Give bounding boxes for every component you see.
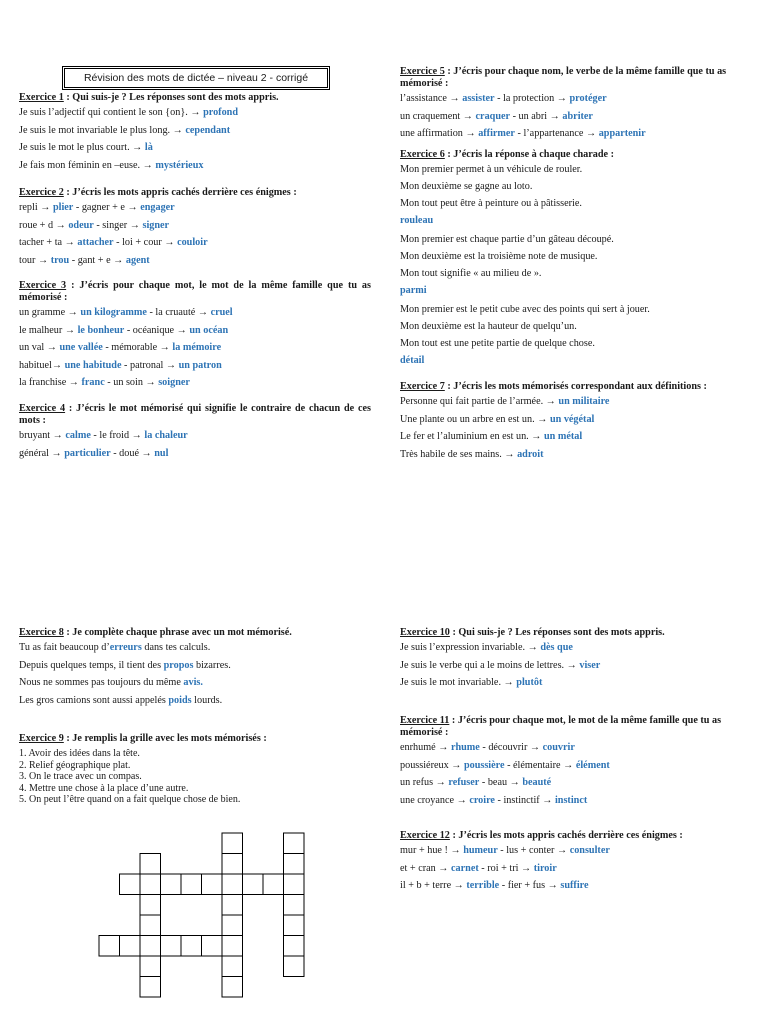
exercise-line (19, 657, 371, 675)
answer-text: couloir (177, 237, 208, 248)
answer-text: dès que (540, 642, 573, 653)
crossword-cell (120, 936, 141, 957)
answer-text: cruel (210, 307, 233, 318)
sentence-start: Tu as fait beaucoup d’ (19, 642, 110, 653)
exercise-8 (19, 627, 371, 709)
exercise-line: poussiéreux → poussière - élémentaire → élément (400, 759, 610, 771)
answer-text: poussière (463, 759, 505, 771)
prompt-text: Personne qui fait partie de l’armée. → (400, 396, 556, 407)
answer-text: attacher (77, 237, 114, 248)
exercise-line: il + b + terre → terrible - fier + fus → suffire (400, 880, 589, 891)
prompt-text: instinctif → (503, 794, 553, 806)
prompt-text: Très habile de ses mains. → (400, 448, 515, 460)
prompt-text: loi + cour → (122, 237, 175, 248)
exercise-number: Exercice 10 (400, 627, 450, 638)
answer-text: un kilogramme (80, 307, 147, 318)
crossword-cell (284, 874, 305, 895)
prompt-text: Je suis le verbe qui a le moins de lettres. → (400, 659, 577, 671)
sentence-end: dans tes calculs. (141, 642, 211, 653)
exercise-number: Exercice 4 (19, 403, 66, 414)
answer-text: couvrir (542, 742, 575, 753)
prompt-text: découvrir → (488, 742, 541, 753)
charade-line: Mon tout peut être à peinture ou à pâtisserie. (400, 197, 582, 209)
exercise-line (400, 428, 750, 446)
crossword-cell (222, 915, 243, 936)
exercise-line (19, 104, 371, 122)
exercise-line: général → particulier - doué → nul (19, 447, 169, 459)
crossword-cell (284, 895, 305, 916)
charade-line: Mon deuxième est la troisième note de musique. (400, 250, 598, 262)
prompt-text: océanique → (132, 324, 187, 336)
exercise-number: Exercice 3 (19, 280, 67, 291)
crossword-cell (140, 936, 161, 957)
crossword-cell (263, 874, 284, 895)
answer-text: plier (52, 202, 74, 213)
crossword-cell (284, 956, 305, 977)
answer-text: soigner (158, 377, 190, 388)
answer-text: un patron (178, 359, 222, 371)
charade-line: Mon tout est une petite partie de quelque chose. (400, 337, 595, 349)
charade-line: Mon deuxième se gagne au loto. (400, 180, 533, 192)
exercise-line: roue + d → odeur - singer → signer (19, 219, 170, 231)
exercise-line: une affirmation → affirmer - l’appartenance → appartenir (400, 128, 646, 139)
answer-text: une habitude (64, 359, 122, 371)
answer-text: rhume (450, 742, 480, 753)
prompt-text: un val → (19, 342, 57, 353)
prompt-text: et + cran → (400, 862, 449, 874)
prompt-text: un abri → (518, 110, 560, 122)
exercise-line: un gramme → un kilogramme - la cruauté → cruel (19, 307, 233, 318)
answer-text: franc (81, 377, 105, 388)
charade-answer: parmi (400, 285, 427, 297)
exercise-6 (400, 149, 750, 161)
crossword-cell (202, 874, 223, 895)
exercise-9 (19, 733, 371, 806)
crossword-cell (222, 874, 243, 895)
prompt-text: beau → (487, 777, 520, 788)
prompt-text: roi + tri → (487, 862, 532, 874)
exercise-7 (400, 381, 750, 463)
exercise-instruction: : J’écris pour chaque nom, le verbe de la même famille que tu as mémorisé : (400, 66, 727, 89)
prompt-text: il + b + terre → (400, 880, 464, 891)
prompt-text: repli → (19, 202, 51, 213)
exercise-line: un refus → refuser - beau → beauté (400, 777, 552, 788)
answer-text: un militaire (558, 396, 610, 407)
answer-text: un végétal (549, 413, 595, 425)
charade-2 (400, 232, 750, 300)
exercise-1-heading (19, 92, 371, 104)
prompt-text: Une plante ou un arbre en est un. → (400, 413, 548, 425)
exercise-line (400, 639, 750, 657)
answer-text: humeur (463, 845, 498, 856)
answer-text: élément (575, 759, 610, 771)
answer-text: plutôt (516, 677, 543, 688)
exercise-instruction: : J’écris pour chaque mot, le mot de la même famille que tu as mémorisé : (19, 280, 371, 303)
answer-text: la chaleur (144, 430, 188, 441)
charade-line: Mon premier permet à un véhicule de rouler. (400, 164, 583, 175)
exercise-line: tour → trou - gant + e → agent (19, 254, 150, 266)
answer-text: particulier (64, 447, 111, 459)
exercise-line (19, 139, 371, 157)
prompt-text: singer → (102, 219, 140, 231)
crossword-cell (140, 874, 161, 895)
exercise-line (400, 446, 750, 464)
prompt-text: lus + conter → (506, 845, 568, 856)
clue-item: 1. Avoir des idées dans la tête. (19, 748, 140, 759)
answer-text: calme (65, 430, 91, 441)
answer-text: adroit (517, 448, 544, 460)
prompt-text: poussiéreux → (400, 759, 462, 771)
crossword-grid (98, 832, 312, 1014)
exercise-line (400, 411, 750, 429)
answer-text: une vallée (59, 342, 103, 353)
crossword-cell (284, 936, 305, 957)
page-title: Révision des mots de dictée – niveau 2 - corrigé (62, 66, 330, 90)
prompt-text: doué → (119, 447, 152, 459)
exercise-line (19, 639, 371, 657)
answer-text: abriter (562, 110, 593, 122)
exercise-line: une croyance → croire - instinctif → instinct (400, 794, 588, 806)
prompt-text: fier + fus → (507, 880, 558, 891)
answer-text: appartenir (598, 128, 646, 139)
exercise-2 (19, 187, 371, 269)
answer-text: un océan (189, 324, 229, 336)
crossword-cell (140, 854, 161, 875)
exercise-number: Exercice 2 (19, 187, 64, 198)
answer-text: agent (125, 254, 150, 266)
exercise-line: enrhumé → rhume - découvrir → couvrir (400, 742, 575, 753)
crossword-cell (161, 874, 182, 895)
crossword-cell (99, 936, 120, 957)
crossword-cell (284, 854, 305, 875)
exercise-line: le malheur → le bonheur - océanique → un océan (19, 324, 229, 336)
charade-answer: rouleau (400, 215, 434, 227)
answer-text: craquer (475, 110, 511, 122)
clue-item: 3. On le trace avec un compas. (19, 771, 142, 782)
prompt-text: patronal → (129, 359, 177, 371)
clue-item: 5. On peut l’être quand on a fait quelque chose de bien. (19, 794, 241, 805)
exercise-instruction: : J’écris pour chaque mot, le mot de la même famille que tu as mémorisé : (400, 715, 722, 738)
exercise-line (19, 122, 371, 140)
exercise-1 (19, 92, 371, 174)
prompt-text: un soin → (113, 377, 156, 388)
crossword-cell (140, 956, 161, 977)
exercise-instruction: : J’écris la réponse à chaque charade : (444, 149, 614, 160)
crossword-cell (120, 874, 141, 895)
exercise-line: un val → une vallée - mémorable → la mémoire (19, 342, 222, 353)
crossword-cell (140, 895, 161, 916)
prompt-text: habituel→ (19, 359, 63, 371)
prompt-text: Je suis le mot invariable. → (400, 677, 514, 688)
prompt-text: l’appartenance → (523, 128, 597, 139)
answer-text: mystérieux (155, 159, 204, 171)
crossword-cell (222, 833, 243, 854)
prompt-text: un refus → (400, 777, 446, 788)
answer-text: signer (142, 219, 170, 231)
exercise-instruction: : Je complète chaque phrase avec un mot mémorisé. (63, 627, 292, 638)
exercise-instruction: : J’écris les mots appris cachés derrière ces énigmes : (63, 187, 297, 198)
prompt-text: roue + d → (19, 219, 66, 231)
answer-text: trou (50, 254, 70, 266)
exercise-number: Exercice 1 (19, 92, 64, 103)
crossword-cell (222, 977, 243, 998)
clue-item: 2. Relief géographique plat. (19, 759, 131, 771)
exercise-11 (400, 715, 750, 809)
prompt-text: enrhumé → (400, 742, 449, 753)
crossword-cell (181, 874, 202, 895)
exercise-number: Exercice 6 (400, 149, 445, 160)
answer-text: instinct (554, 794, 588, 806)
crossword-cell (202, 936, 223, 957)
answer-text: avis. (183, 677, 203, 688)
prompt-text: le malheur → (19, 324, 76, 336)
sentence-end: bizarres. (193, 659, 231, 671)
exercise-3 (19, 280, 371, 392)
answer-text: croire (469, 794, 495, 806)
exercise-5 (400, 66, 750, 143)
prompt-text: gant + e → (77, 254, 124, 266)
charade-line: Mon premier est chaque partie d’un gâteau découpé. (400, 234, 614, 245)
charade-line: Mon premier est le petit cube avec des points qui sert à jouer. (400, 304, 650, 315)
answer-text: carnet (451, 862, 479, 874)
exercise-instruction: : Je remplis la grille avec les mots mémorisés : (63, 733, 267, 744)
exercise-line: un craquement → craquer - un abri → abriter (400, 110, 593, 122)
exercise-line: la franchise → franc - un soin → soigner (19, 377, 190, 388)
crossword-cell (222, 854, 243, 875)
answer-text: odeur (68, 219, 94, 231)
answer-text: un métal (544, 431, 583, 442)
answer-text: consulter (569, 845, 610, 856)
exercise-line: habituel→ une habitude - patronal → un patron (19, 359, 222, 371)
sentence-start: Nous ne sommes pas toujours du même (19, 677, 184, 688)
exercise-line: l’assistance → assister - la protection → protéger (400, 93, 607, 104)
crossword-cell (140, 977, 161, 998)
prompt-text: Je suis le mot invariable le plus long. → (19, 124, 183, 136)
prompt-text: gagner + e → (81, 202, 138, 213)
prompt-text: tacher + ta → (19, 237, 75, 248)
answer-text: profond (203, 107, 238, 118)
crossword-cell (161, 936, 182, 957)
crossword-cell (222, 895, 243, 916)
exercise-number: Exercice 8 (19, 627, 64, 638)
charade-line: Mon deuxième est la hauteur de quelqu’un. (400, 320, 577, 332)
exercise-line (19, 157, 371, 175)
exercise-line: repli → plier - gagner + e → engager (19, 202, 175, 213)
exercise-line: et + cran → carnet - roi + tri → tiroir (400, 862, 557, 874)
answer-text: beauté (522, 777, 552, 788)
answer-text: viser (579, 659, 601, 671)
prompt-text: bruyant → (19, 430, 63, 441)
exercise-line: bruyant → calme - le froid → la chaleur (19, 430, 188, 441)
exercise-12 (400, 830, 750, 895)
crossword-cell (181, 936, 202, 957)
crossword-cell (284, 833, 305, 854)
charade-line: Mon tout signifie « au milieu de ». (400, 267, 542, 279)
answer-text: protéger (569, 93, 607, 104)
exercise-line (400, 674, 750, 692)
prompt-text: la cruauté → (155, 307, 209, 318)
crossword-cell (243, 874, 264, 895)
prompt-text: le froid → (99, 430, 142, 441)
answer-text: là (144, 142, 153, 153)
answer-text: assister (462, 93, 495, 104)
prompt-text: la protection → (503, 93, 567, 104)
crossword-cell (222, 956, 243, 977)
answer-text: le bonheur (77, 324, 125, 336)
prompt-text: une croyance → (400, 794, 467, 806)
prompt-text: Le fer et l’aluminium en est un. → (400, 431, 542, 442)
answer-text: cependant (185, 124, 231, 136)
answer-text: poids (168, 694, 192, 706)
prompt-text: la franchise → (19, 377, 79, 388)
prompt-text: tour → (19, 254, 49, 266)
prompt-text: mur + hue ! → (400, 845, 461, 856)
prompt-text: mémorable → (111, 342, 170, 353)
prompt-text: un gramme → (19, 307, 78, 318)
exercise-number: Exercice 5 (400, 66, 445, 77)
exercise-line (400, 657, 750, 675)
prompt-text: Je suis l’expression invariable. → (400, 642, 538, 653)
prompt-text: un craquement → (400, 110, 473, 122)
answer-text: engager (140, 202, 175, 213)
answer-text: terrible (466, 880, 500, 891)
exercise-line: tacher + ta → attacher - loi + cour → couloir (19, 237, 208, 248)
charade-1 (400, 162, 750, 230)
charade-answer: détail (400, 355, 425, 367)
answer-text: nul (154, 447, 169, 459)
exercise-10 (400, 627, 750, 692)
prompt-text: élémentaire → (513, 759, 574, 771)
crossword-cell (284, 915, 305, 936)
exercise-line (19, 692, 371, 710)
exercise-number: Exercice 12 (400, 830, 450, 841)
exercise-number: Exercice 7 (400, 381, 445, 392)
crossword-cell (222, 936, 243, 957)
prompt-text: Je fais mon féminin en –euse. → (19, 159, 153, 171)
prompt-text: une affirmation → (400, 128, 476, 139)
clue-item: 4. Mettre une chose à la place d’une autre. (19, 782, 189, 794)
answer-text: propos (163, 659, 194, 671)
answer-text: tiroir (533, 862, 557, 874)
sentence-end: lourds. (191, 694, 223, 706)
prompt-text: général → (19, 447, 62, 459)
prompt-text: Je suis l’adjectif qui contient le son {on}. → (19, 107, 201, 118)
prompt-text: l’assistance → (400, 93, 460, 104)
answer-text: suffire (560, 880, 589, 891)
answer-text: erreurs (109, 642, 142, 653)
sentence-start: Les gros camions sont aussi appelés (19, 694, 169, 706)
exercise-instruction: : Qui suis-je ? Les réponses sont des mots appris. (449, 627, 665, 638)
answer-text: refuser (448, 777, 480, 788)
crossword-cell (140, 915, 161, 936)
exercise-4 (19, 403, 371, 462)
exercise-instruction: : Qui suis-je ? Les réponses sont des mots appris. (63, 92, 279, 103)
exercise-line: mur + hue ! → humeur - lus + conter → consulter (400, 845, 610, 856)
charade-3 (400, 302, 750, 370)
exercise-number: Exercice 9 (19, 733, 64, 744)
exercise-instruction: : J’écris le mot mémorisé qui signifie le contraire de chacun de ces mots : (19, 403, 371, 426)
exercise-instruction: : J’écris les mots appris cachés derrière ces énigmes : (449, 830, 683, 841)
prompt-text: Je suis le mot le plus court. → (19, 142, 143, 153)
exercise-number: Exercice 11 (400, 715, 450, 726)
answer-text: la mémoire (172, 342, 222, 353)
sentence-start: Depuis quelques temps, il tient des (19, 659, 164, 671)
exercise-line (400, 393, 750, 411)
exercise-line (19, 674, 371, 692)
exercise-instruction: : J’écris les mots mémorisés correspondant aux définitions : (444, 381, 707, 392)
answer-text: affirmer (478, 128, 515, 139)
